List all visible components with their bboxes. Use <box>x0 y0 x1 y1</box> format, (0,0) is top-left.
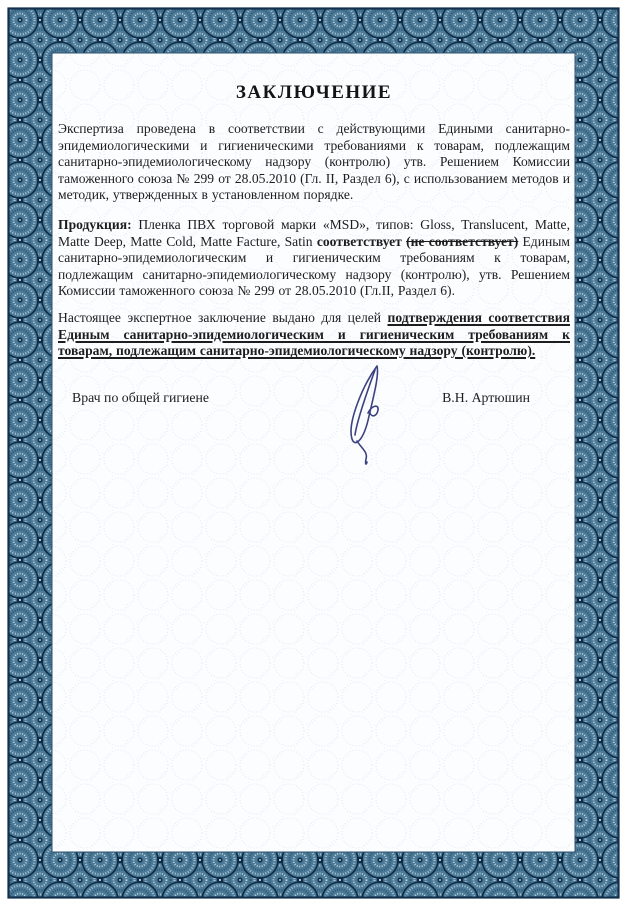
paragraph-production <box>58 217 570 300</box>
text-run: Настоящее экспертное заключение выдано для целей <box>58 309 388 325</box>
text-run-bold: соответствует <box>316 233 407 249</box>
paragraph-purpose <box>58 310 570 360</box>
signer-role: Врач по общей гигиене <box>72 389 210 405</box>
text-run: Экспертиза проведена в соответствии с действующими Едиными санитарно-эпидемиологическими и гигиеническими требованиями к товарам, подлежащим санитарно-эпидемиологическому надзору (контролю) утв. Решением Комиссии таможенного союза № 299 от 28.05.2010 (Гл. II, Раздел 6), с использованием методов и методик, утвержденных в установленном порядке. <box>58 121 570 203</box>
text-run-strikethrough: (не соответствует) <box>406 233 519 249</box>
text-run-bold-underline: подтверждения соответствия Единым санитарно-эпидемиологическим и гигиеническим требованиям к товарам, подлежащим санитарно-эпидемиологическому надзору (контролю). <box>58 309 570 359</box>
text-run: Пленка ПВХ торговой марки «MSD», типов: Gloss, Translucent, Matte, Matte Deep, Matte Cold, Matte Facture, Satin <box>58 216 570 249</box>
signer-name: В.Н. Артюшин <box>442 389 530 405</box>
text-run-bold: Продукция: <box>58 216 139 232</box>
text-run: Единым санитарно-эпидемиологическим и гигиеническим требованиям к товарам, подлежащим санитарно-эпидемиологическому надзору (контролю), утв. Решением Комиссии таможенного союза № 299 от 28.05.2010 (Гл.II, Раздел 6). <box>58 233 571 299</box>
document-content <box>58 52 570 406</box>
paragraph-expertise <box>58 121 570 204</box>
page-title: ЗАКЛЮЧЕНИЕ <box>235 82 393 103</box>
signature-row <box>58 390 570 406</box>
